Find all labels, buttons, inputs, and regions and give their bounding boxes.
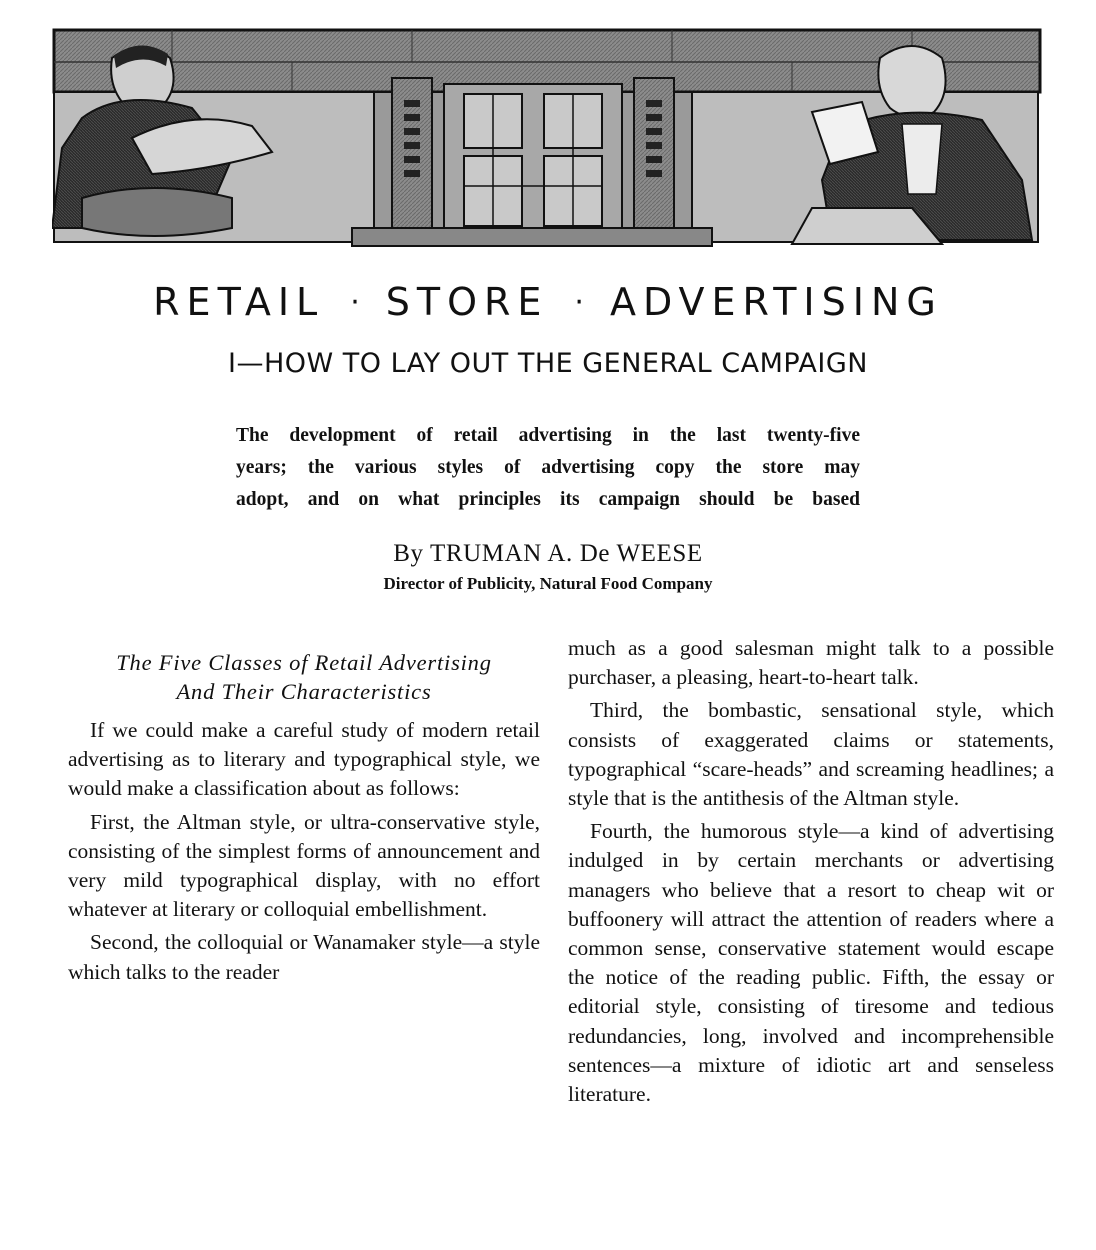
body-paragraph: First, the Altman style, or ultra-conservative style, consisting of the simplest forms of announcement and very mild typographical display, with no effort whatever at literary or colloquial embellishment. <box>68 809 540 922</box>
article-title <box>0 272 1096 332</box>
deck-line: The development of retail advertising in the last twenty-five <box>236 425 860 446</box>
author-affiliation: Director of Publicity, Natural Food Company <box>383 574 713 593</box>
header-illustration <box>52 28 1042 250</box>
title-word-1: RETAIL <box>153 280 325 324</box>
article-deck <box>236 420 860 516</box>
deck-line: adopt, and on what principles its campaign should be based <box>236 489 860 510</box>
author-byline: By TRUMAN A. De WEESE <box>393 540 703 567</box>
section-heading-line-2: And Their Characteristics <box>176 679 432 704</box>
body-paragraph: Third, the bombastic, sensational style, which consists of exaggerated claims or statements, typographical “scare-heads” and screaming headlines; a style that is the antithesis of the Altman style. <box>568 698 1054 811</box>
title-word-3: ADVERTISING <box>609 280 943 324</box>
left-column <box>68 648 540 987</box>
storefront-illustration-icon <box>52 28 1042 250</box>
body-paragraph: much as a good salesman might talk to a possible purchaser, a pleasing, heart-to-heart talk. <box>568 636 1054 690</box>
section-heading-line-1: The Five Classes of Retail Advertising <box>116 650 492 675</box>
title-separator-1: · <box>350 284 360 320</box>
title-separator-2: · <box>574 284 584 320</box>
article-subtitle: I—HOW TO LAY OUT THE GENERAL CAMPAIGN <box>228 348 868 379</box>
body-paragraph: Second, the colloquial or Wanamaker style—a style which talks to the reader <box>68 930 540 984</box>
body-paragraph: If we could make a careful study of modern retail advertising as to literary and typographical style, we would make a classification about as follows: <box>68 718 540 801</box>
section-heading <box>68 648 540 706</box>
title-word-2: STORE <box>385 280 549 324</box>
deck-line: years; the various styles of advertising copy the store may <box>236 457 860 478</box>
right-column <box>568 634 1054 1109</box>
body-paragraph: Fourth, the humorous style—a kind of advertising indulged in by certain merchants or advertising managers who believe that a resort to cheap wit or buffoonery will attract the attention of readers where a common sense, conservative statement would escape the notice of the reading public. Fifth, the essay or editorial style, consisting of tiresome and tedious redundancies, long, involved and incomprehensible sentences—a mixture of idiotic art and senseless literature. <box>568 819 1054 1107</box>
